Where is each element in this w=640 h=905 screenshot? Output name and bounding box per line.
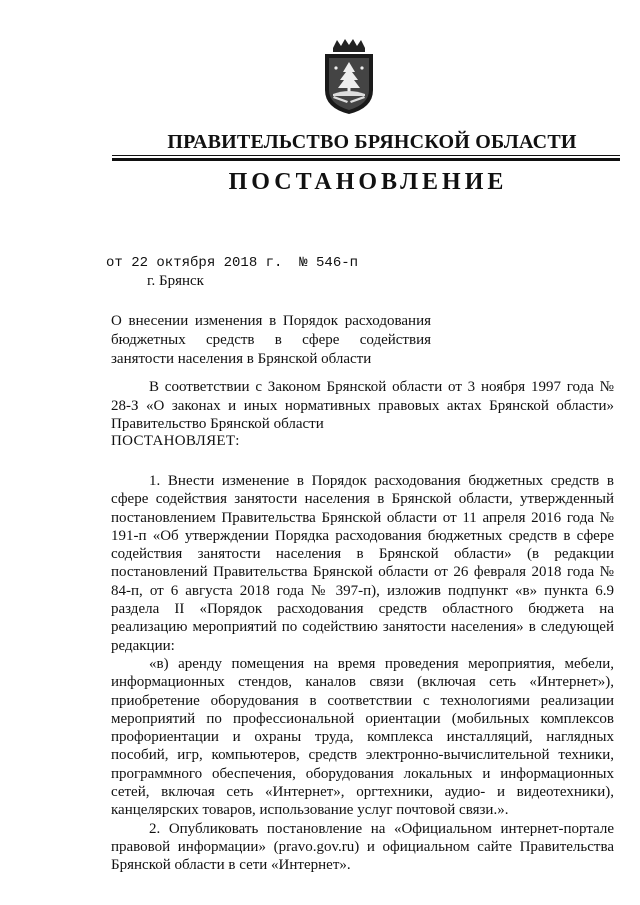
- preamble-text: В соответствии с Законом Брянской области от 3 ноября 1997 года № 28-З «О законах и иных нормативных правовых актах Брянской области» Правительство Брянской области: [111, 379, 614, 432]
- body-item-1: 1. Внести изменение в Порядок расходования бюджетных средств в сфере содействия занятости населения в Брянской области, утвержденный постановлением Правительства Брянской области от 11 апреля 2016 года № 191-п «Об утверждении Порядка расходования бюджетных средств в сфере содействия занятости населения в Брянской области» (в редакции постановлений Правительства Брянской области от 26 февраля 2018 года № 84-п, от 6 августа 2018 года № 397-п), изложив подпункт «в» пункта 6.9 раздела II «Порядок расходования средств областного бюджета на реализацию мероприятий по содействию занятости населения» в следующей редакции:: [111, 473, 614, 654]
- header-rule-thick: [112, 158, 620, 161]
- city-name: г. Брянск: [147, 273, 204, 289]
- document-type-title: ПОСТАНОВЛЕНИЕ: [228, 169, 508, 195]
- resolves-heading: ПОСТАНОВЛЯЕТ:: [111, 433, 240, 449]
- body-item-1-quote: «в) аренду помещения на время проведения мероприятия, мебели, информационных стендов, каналов связи (включая сеть «Интернет»), приобретение оборудования в соответствии с технологиями реализации мероприятий по профессиональной ориентации (мобильных комплексов профориентации и охраны труда, комплекса инсталляций, наглядных пособий, игр, компьютеров, средств электронно-вычислительной техники, программного обеспечения, оборудования локальных и информационных сетей, включая сеть «Интернет», оргтехники, аудио- и видеотехники), канцелярских товаров, использование услуг почтовой связи.».: [111, 655, 614, 819]
- preamble: [111, 378, 614, 434]
- bryansk-coat-of-arms-icon: [319, 38, 379, 116]
- government-name: ПРАВИТЕЛЬСТВО БРЯНСКОЙ ОБЛАСТИ: [167, 131, 577, 153]
- date-and-number: от 22 октября 2018 г. № 546-п: [106, 255, 359, 271]
- body-item-2: 2. Опубликовать постановление на «Официальном интернет-портале правовой информации» (pravo.gov.ru) и официальном сайте Правительства Брянской области в сети «Интернет».: [111, 820, 614, 874]
- document-subject: О внесении изменения в Порядок расходования бюджетных средств в сфере содействия занятости населения в Брянской области: [111, 313, 431, 367]
- header-rule-thin: [112, 155, 620, 156]
- document-body: [111, 472, 614, 875]
